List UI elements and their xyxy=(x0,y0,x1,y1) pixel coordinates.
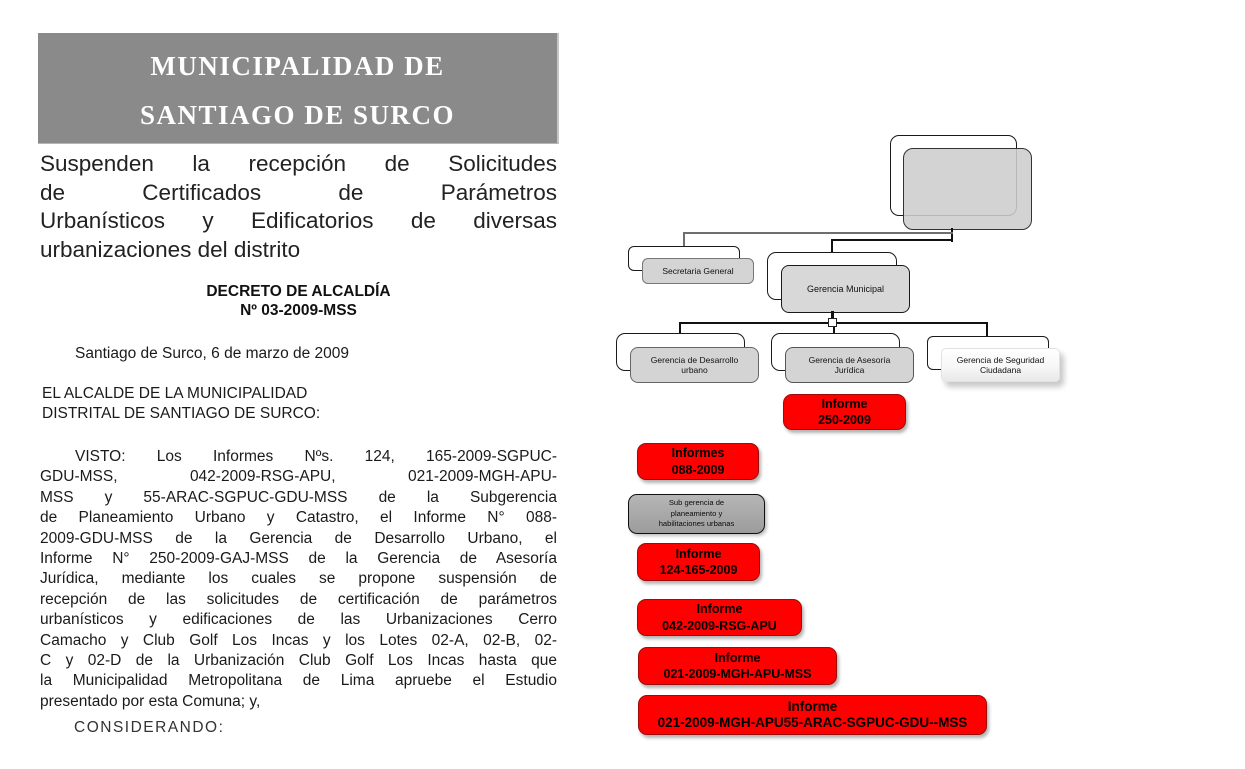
dateline: Santiago de Surco, 6 de marzo de 2009 xyxy=(75,345,350,362)
visto-line: de Planeamiento Urbano y Catastro, el Informe N° 088- xyxy=(40,509,557,527)
informe-021-2009-box xyxy=(638,647,837,685)
headline-line3: Urbanísticos y Edificatorios de diversas xyxy=(40,208,557,234)
visto-paragraph xyxy=(40,447,557,712)
informe-number: 088-2009 xyxy=(671,462,725,477)
headline-line4: urbanizaciones del distrito xyxy=(40,236,301,262)
salutation-line1: EL ALCALDE DE LA MUNICIPALIDAD xyxy=(42,385,308,402)
decree-title xyxy=(40,283,557,320)
visto-line: la Municipalidad Metropolitana de Lima apruebe el Estudio xyxy=(40,672,557,690)
connector-gmunicipal-horizontal xyxy=(831,239,953,241)
masthead-line1: MUNICIPALIDAD DE xyxy=(150,51,445,81)
visto-line: Jurídica, mediante los cuales se propone suspensión de xyxy=(40,570,557,588)
article-headline xyxy=(40,150,557,264)
headline-line2: de Certificados de Parámetros xyxy=(40,179,557,205)
org-seguridad-label-line1: Gerencia de Seguridad xyxy=(956,354,1045,365)
org-subgerencia-label-line2: planeamiento y xyxy=(670,508,723,518)
salutation xyxy=(42,384,320,425)
informe-number: 021-2009-MGH-APU-MSS xyxy=(663,667,812,681)
connector-secretaria-horizontal xyxy=(683,232,953,234)
informe-number: 124-165-2009 xyxy=(659,563,738,577)
org-asesoria-box xyxy=(785,347,914,383)
cutoff-considerando-text: CONSIDERANDO: xyxy=(74,719,225,736)
informes-088-2009-box xyxy=(637,443,759,480)
visto-line: VISTO: Los Informes Nºs. 124, 165-2009-SGPUC- xyxy=(75,448,557,465)
org-seguridad-box xyxy=(941,348,1060,382)
org-subgerencia-box xyxy=(628,494,765,534)
org-desarrollo-label-line1: Gerencia de Desarrollo xyxy=(650,354,739,365)
informe-label: Informe xyxy=(821,396,868,411)
org-asesoria-label-line1: Gerencia de Asesoría xyxy=(808,354,891,365)
masthead-banner xyxy=(38,33,559,144)
visto-line: 2009-GDU-MSS de la Gerencia de Desarrollo Urbano, el xyxy=(40,529,557,547)
informe-label: Informe xyxy=(675,546,722,561)
visto-line: recepción de las solicitudes de certificación de parámetros xyxy=(40,590,557,608)
informe-number: 021-2009-MGH-APU55-ARAC-SGPUC-GDU--MSS xyxy=(657,715,968,730)
informe-042-2009-box xyxy=(637,599,802,636)
informe-021-2009-arac-box xyxy=(638,695,987,735)
informe-label: Informe xyxy=(714,650,761,665)
connector-desarrollo-drop xyxy=(679,322,681,333)
visto-line: presentado por esta Comuna; y, xyxy=(40,692,261,710)
org-seguridad-label-line2: Ciudadana xyxy=(979,365,1022,375)
org-gmunicipal-box xyxy=(781,265,910,313)
salutation-line2: DISTRITAL DE SANTIAGO DE SURCO: xyxy=(42,405,321,423)
decree-number: Nº 03-2009-MSS xyxy=(240,301,357,319)
visto-line: urbanísticos y edificaciones de las Urbanizaciones Cerro xyxy=(40,611,557,629)
visto-line: Informe N° 250-2009-GAJ-MSS de la Gerencia de Asesoría xyxy=(40,550,557,568)
informe-label: Informes xyxy=(671,446,725,460)
org-secretaria-label: Secretaria General xyxy=(662,265,734,276)
informe-label: Informe xyxy=(787,698,838,714)
connector-junction-square xyxy=(828,318,837,327)
org-subgerencia-label-line1: Sub gerencia de xyxy=(668,497,725,507)
connector-gmunicipal-drop xyxy=(831,239,833,252)
informe-label: Informe xyxy=(696,602,743,616)
masthead-line2: SANTIAGO DE SURCO xyxy=(139,100,456,130)
informe-124-165-2009-box xyxy=(637,543,760,581)
connector-seguridad-drop xyxy=(986,322,988,336)
informe-number: 250-2009 xyxy=(818,413,871,427)
headline-line1: Suspenden la recepción de Solicitudes xyxy=(40,151,557,176)
visto-line: MSS y 55-ARAC-SGPUC-GDU-MSS de la Subgerencia xyxy=(40,488,557,506)
informe-number: 042-2009-RSG-APU xyxy=(662,618,777,633)
decree-title-line1: DECRETO DE ALCALDÍA xyxy=(206,283,391,300)
org-secretaria-box xyxy=(642,258,754,284)
org-subgerencia-label-line3: habilitaciones urbanas xyxy=(658,519,735,529)
org-asesoria-label-line2: Jurídica xyxy=(834,365,865,375)
visto-line: GDU-MSS, 042-2009-RSG-APU, 021-2009-MGH-APU- xyxy=(40,468,557,486)
informe-250-2009-box xyxy=(783,394,906,430)
connector-secretaria-drop xyxy=(683,232,685,246)
org-desarrollo-box xyxy=(630,347,759,383)
org-root-box xyxy=(903,148,1032,230)
org-gmunicipal-label: Gerencia Municipal xyxy=(806,283,885,294)
visto-line: C y 02-D de la Urbanización Club Golf Los Incas hasta que xyxy=(40,652,557,670)
visto-line: Camacho y Club Golf Los Incas y los Lotes 02-A, 02-B, 02- xyxy=(40,631,557,649)
org-desarrollo-label-line2: urbano xyxy=(681,365,708,375)
